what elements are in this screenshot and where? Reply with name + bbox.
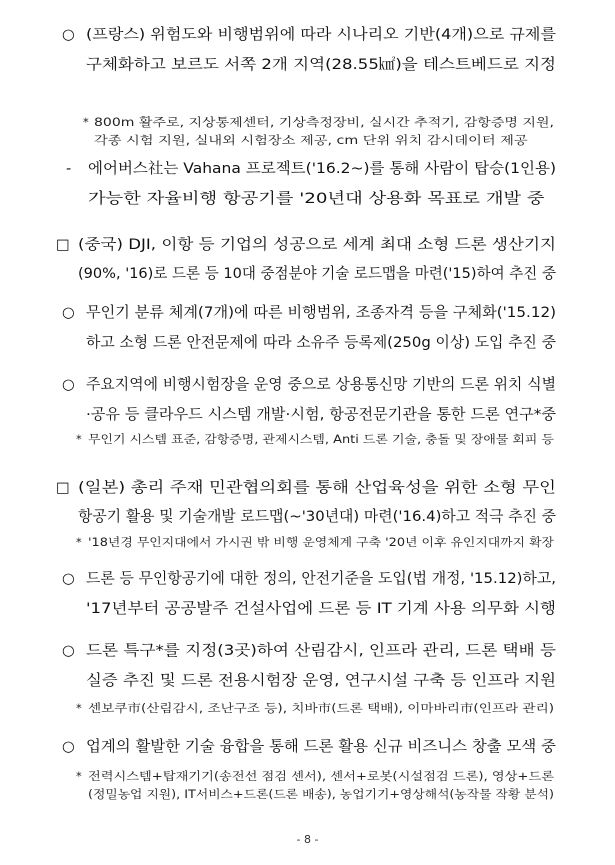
body-text-line: 업계의 활발한 기술 융합을 통해 드론 활용 신규 비즈니스 창출 모색 중	[86, 738, 556, 755]
square-bullet-icon: □	[56, 236, 70, 253]
circle-bullet-icon: ○	[62, 26, 75, 43]
asterisk-note-icon: *	[83, 115, 89, 129]
body-text-line: 가능한 자율비행 항공기를 '20년대 상용화 목표로 개발 중	[88, 190, 545, 207]
dash-bullet-icon: -	[66, 160, 72, 177]
circle-bullet-icon: ○	[62, 738, 75, 755]
body-text-line: 드론 특구*를 지정(3곳)하여 산림감시, 인프라 관리, 드론 택배 등	[86, 642, 556, 659]
body-text-line: (90%, '16)로 드론 등 10대 중점분야 기술 로드맵을 마련('15)하여 추진 중	[78, 265, 556, 282]
footnote-line: 전력시스템+탑재기기(송전선 점검 센서), 센서+로봇(시설점검 드론), 영상+드론	[88, 769, 554, 783]
body-text-line: 주요지역에 비행시험장을 운영 중으로 상용통신망 기반의 드론 위치 식별	[86, 376, 556, 393]
body-text-line: 드론 등 무인항공기에 대한 정의, 안전기준을 도입(법 개정, '15.12)하고,	[86, 570, 556, 587]
footnote-line: 800m 활주로, 지상통제센터, 기상측정장비, 실시간 추적기, 감항증명 지원,	[94, 115, 554, 129]
circle-bullet-icon: ○	[62, 304, 75, 321]
body-text-line: (중국) DJI, 이항 등 기업의 성공으로 세계 최대 소형 드론 생산기지	[78, 236, 556, 253]
footnote-line: 각종 시험 지원, 실내외 시험장소 제공, cm 단위 위치 감시데이터 제공	[94, 133, 528, 147]
footnote-line: 센보쿠市(산림감시, 조난구조 등), 치바市(드론 택배), 이마바리市(인프라 관리)	[88, 701, 554, 715]
body-text-line: 실증 추진 및 드론 전용시험장 운영, 연구시설 구축 등 인프라 지원	[86, 672, 556, 689]
body-text-line: 항공기 활용 및 기술개발 로드맵(~'30년대) 마련('16.4)하고 적극 추진 중	[78, 508, 556, 525]
footnote-line: 무인기 시스템 표준, 감항증명, 관제시스템, Anti 드론 기술, 충돌 및 장애물 회피 등	[88, 432, 554, 446]
body-text-line: (프랑스) 위험도와 비행범위에 따라 시나리오 기반(4개)으로 규제를	[86, 26, 556, 43]
body-text-line: 무인기 분류 체계(7개)에 따른 비행범위, 조종자격 등을 구체화('15.12)	[86, 304, 556, 321]
circle-bullet-icon: ○	[62, 642, 75, 659]
footnote-line: '18년경 무인지대에서 가시권 밖 비행 운영체계 구축 '20년 이후 유인지대까지 확장	[88, 535, 554, 549]
asterisk-note-icon: *	[76, 769, 82, 783]
body-text-line: 에어버스社는 Vahana 프로젝트('16.2~)를 통해 사람이 탑승(1인용)	[88, 160, 556, 177]
footnote-line: (정밀농업 지원), IT서비스+드론(드론 배송), 농업기기+영상해석(농작물 작황 분석)	[88, 787, 554, 801]
body-text-line: (일본) 총리 주재 민관협의회를 통해 산업육성을 위한 소형 무인	[78, 479, 556, 496]
body-text-line: 하고 소형 드론 안전문제에 따라 소유주 등록제(250g 이상) 도입 추진 중	[86, 334, 556, 351]
asterisk-note-icon: *	[76, 701, 82, 715]
page-number: - 8 -	[296, 833, 319, 846]
asterisk-note-icon: *	[76, 535, 82, 549]
body-text-line: '17년부터 공공발주 건설사업에 드론 등 IT 기계 사용 의무화 시행	[86, 600, 556, 617]
asterisk-note-icon: *	[76, 432, 82, 446]
body-text-line: 구체화하고 보르도 서쪽 2개 지역(28.55㎢)을 테스트베드로 지정	[86, 56, 556, 73]
body-text-line: ·공유 등 클라우드 시스템 개발·시험, 항공전문기관을 통한 드론 연구*중	[86, 406, 556, 423]
square-bullet-icon: □	[56, 479, 70, 496]
circle-bullet-icon: ○	[62, 376, 75, 393]
circle-bullet-icon: ○	[62, 570, 75, 587]
